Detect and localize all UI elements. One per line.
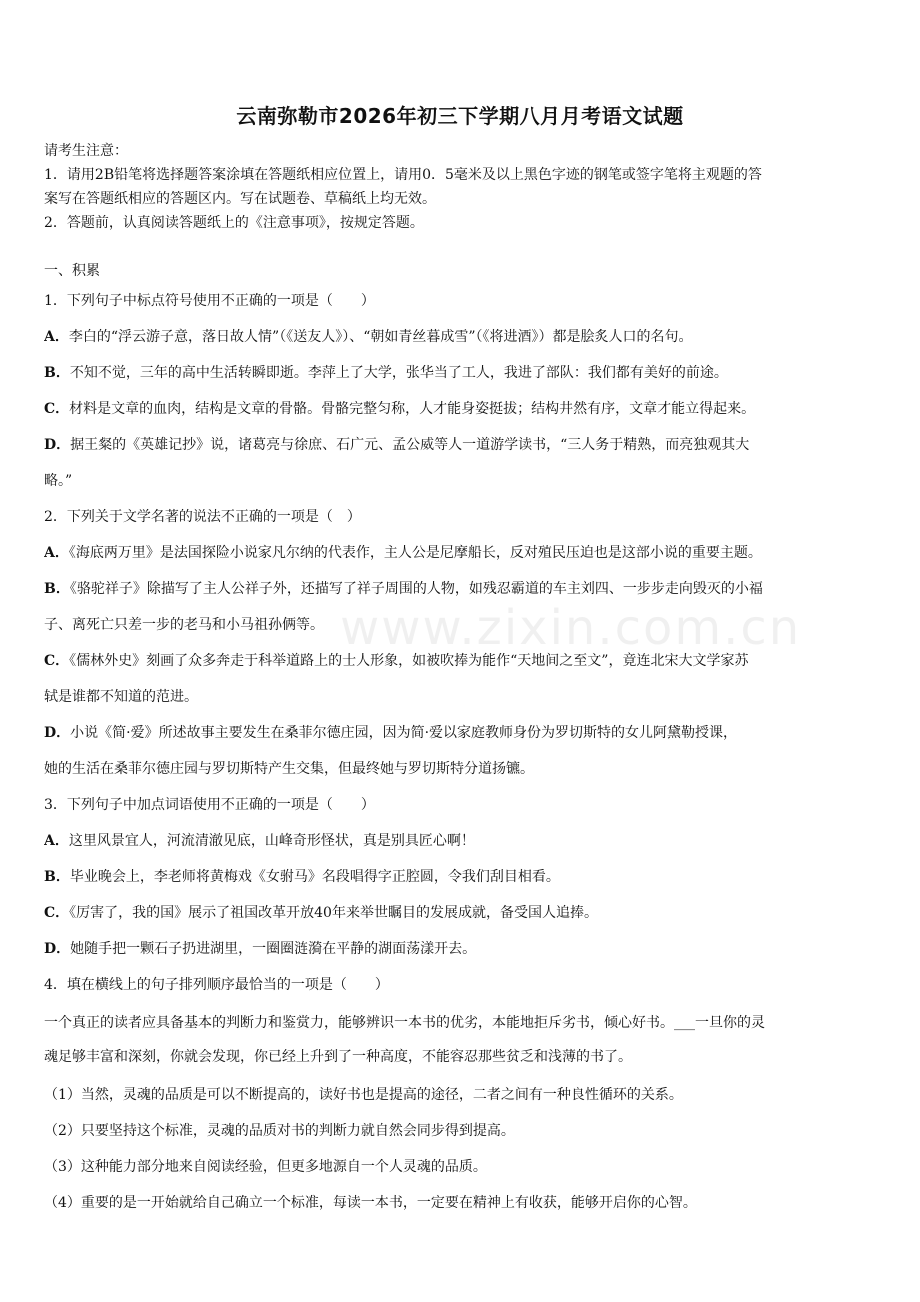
option-line [44,686,884,706]
notice-item: 1．请用2B铅笔将选择题答案涂填在答题纸相应位置上，请用0．5毫米及以上黑色字迹的钢笔或签字笔将主观题的答 [44,167,762,183]
option-text: 这里风景宜人，河流清澈见底，山峰奇形怪状，真是别具匠心啊！ [68,833,475,849]
option-text: 她随手把一颗石子扔进湖里，一圈圈涟漪在平静的湖面荡漾开去。 [70,941,477,957]
passage-text: 魂足够丰富和深刻，你就会发现，你已经上升到了一种高度，不能容忍那些贫乏和浅薄的书了。 [44,1049,632,1065]
option-text: 《儒林外史》刻画了众多奔走于科举道路上的士人形象，如被吹捧为能作“天地间之至文”，竟连北宋大文学家苏 [69,653,749,669]
option-text: 《骆驼祥子》除描写了主人公祥子外，还描写了祥子周围的人物，如残忍霸道的车主刘四、一步步走向毁灭的小福 [69,581,763,597]
page-title: 云南弥勒市2026年初三下学期八月月考语文试题 [236,104,684,128]
notice-heading: 请考生注意： [44,143,128,159]
option-line [44,542,884,562]
question-stem: 1．下列句子中标点符号使用不正确的一项是（ ） [44,293,375,309]
option-line [44,830,884,850]
notice-item: 2．答题前，认真阅读答题纸上的《注意事项》，按规定答题。 [44,215,424,231]
option-text: 据王粲的《英雄记抄》说，诸葛亮与徐庶、石广元、孟公威等人一道游学读书，“三人务于精熟，而亮独观其大 [70,437,750,453]
option-line [44,398,884,418]
sentence-text: （4）重要的是一开始就给自己确立一个标准，每读一本书，一定要在精神上有收获，能够开启你的心智。 [44,1195,697,1211]
watermark: www.zixin.com.cn [340,600,802,656]
option-key: C． [44,401,70,417]
option-key: C． [44,653,70,669]
option-key: D． [44,437,71,453]
option-line [44,578,884,598]
option-text: 李白的“浮云游子意，落日故人情”（《送友人》）、“朝如青丝暮成雪”（《将进酒》）都是脍炙人口的名句。 [68,329,693,345]
option-text: 不知不觉，三年的高中生活转瞬即逝。李萍上了大学，张华当了工人，我进了部队：我们都有美好的前途。 [69,365,728,381]
sentence-line [44,1120,884,1140]
option-text: 《厉害了，我的国》展示了祖国改革开放40年来举世瞩目的发展成就，备受国人追捧。 [69,905,598,921]
option-line [44,434,884,454]
option-line [44,758,884,778]
sentence-text: （1）当然，灵魂的品质是可以不断提高的，读好书也是提高的途径，二者之间有一种良性循环的关系。 [44,1087,683,1103]
option-line [44,326,884,346]
passage-line [44,1046,884,1066]
notice-item: 案写在答题纸相应的答题区内。写在试题卷、草稿纸上均无效。 [44,191,436,207]
option-text: 子、离死亡只差一步的老马和小马祖孙俩等。 [44,617,324,633]
sentence-line [44,1156,884,1176]
passage-text: 一个真正的读者应具备基本的判断力和鉴赏力，能够辨识一本书的优劣，本能地拒斥劣书，倾心好书。___一旦你的灵 [44,1015,765,1031]
option-line [44,614,884,634]
option-key: B． [44,581,70,597]
sentence-text: （3）这种能力部分地来自阅读经验，但更多地源自一个人灵魂的品质。 [44,1159,487,1175]
question-stem: 4．填在横线上的句子排列顺序最恰当的一项是（ ） [44,977,389,993]
option-line [44,470,884,490]
option-line [44,650,884,670]
option-text: 轼是谁都不知道的范进。 [44,689,198,705]
option-text: 材料是文章的血肉，结构是文章的骨骼。骨骼完整匀称，人才能身姿挺拔；结构井然有序，文章才能立得起来。 [69,401,756,417]
option-text: 小说《简·爱》所述故事主要发生在桑菲尔德庄园，因为简·爱以家庭教师身份为罗切斯特的女儿阿黛勒授课， [70,725,738,741]
sentence-text: （2）只要坚持这个标准，灵魂的品质对书的判断力就自然会同步得到提高。 [44,1123,515,1139]
option-key: B． [44,365,70,381]
option-key: D． [44,725,71,741]
option-text: 她的生活在桑菲尔德庄园与罗切斯特产生交集，但最终她与罗切斯特分道扬镳。 [44,761,534,777]
option-line [44,362,884,382]
question-stem: 2．下列关于文学名著的说法不正确的一项是（ ） [44,509,361,525]
option-line [44,938,884,958]
passage-line [44,1012,884,1032]
sentence-line [44,1084,884,1104]
option-line [44,866,884,886]
section-heading: 一、积累 [44,263,100,279]
question-stem: 3．下列句子中加点词语使用不正确的一项是（ ） [44,797,375,813]
option-text: 略。” [44,473,73,489]
option-key: A． [44,833,69,849]
sentence-line [44,1192,884,1212]
option-line [44,722,884,742]
option-key: B． [44,869,70,885]
option-key: A． [44,329,69,345]
option-line [44,902,884,922]
option-key: C． [44,905,70,921]
option-key: D． [44,941,71,957]
option-text: 毕业晚会上，李老师将黄梅戏《女驸马》名段唱得字正腔圆，令我们刮目相看。 [69,869,560,885]
option-text: 《海底两万里》是法国探险小说家凡尔纳的代表作，主人公是尼摩船长，反对殖民压迫也是这部小说的重要主题。 [68,545,762,561]
option-key: A． [44,545,69,561]
